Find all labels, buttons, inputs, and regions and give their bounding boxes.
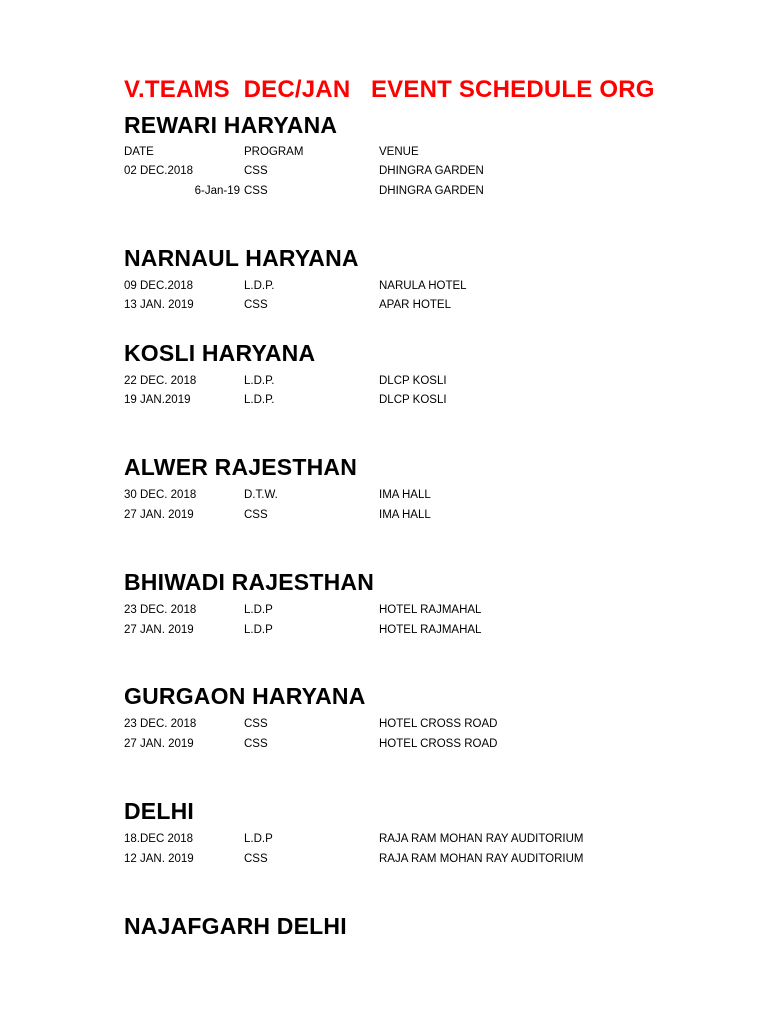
section-heading-rewari: REWARI HARYANA <box>124 112 338 138</box>
row-venue: HOTEL CROSS ROAD <box>379 738 498 750</box>
row-program: CSS <box>244 299 268 311</box>
column-header-program: PROGRAM <box>244 146 304 158</box>
row-date: 6-Jan-19 <box>194 185 240 197</box>
row-venue: DHINGRA GARDEN <box>379 165 484 177</box>
row-program: L.D.P. <box>244 394 275 406</box>
row-venue: RAJA RAM MOHAN RAY AUDITORIUM <box>379 853 584 865</box>
section-heading-kosli: KOSLI HARYANA <box>124 340 316 366</box>
row-venue: DLCP KOSLI <box>379 394 447 406</box>
row-program: L.D.P <box>244 624 273 636</box>
section-heading-bhiwadi: BHIWADI RAJESTHAN <box>124 569 375 595</box>
row-program: L.D.P. <box>244 280 275 292</box>
row-date: 18.DEC 2018 <box>124 833 194 845</box>
row-date: 30 DEC. 2018 <box>124 489 197 501</box>
row-program: CSS <box>244 165 268 177</box>
column-header-date: DATE <box>124 146 154 158</box>
row-venue: HOTEL CROSS ROAD <box>379 718 498 730</box>
section-heading-najafgarh: NAJAFGARH DELHI <box>124 913 347 939</box>
row-date: 27 JAN. 2019 <box>124 624 194 636</box>
column-header-venue: VENUE <box>379 146 419 158</box>
row-venue: HOTEL RAJMAHAL <box>379 624 482 636</box>
row-date: 19 JAN.2019 <box>124 394 191 406</box>
row-date: 13 JAN. 2019 <box>124 299 194 311</box>
row-date: 09 DEC.2018 <box>124 280 194 292</box>
row-date: 23 DEC. 2018 <box>124 718 197 730</box>
row-date: 12 JAN. 2019 <box>124 853 194 865</box>
row-date: 22 DEC. 2018 <box>124 375 197 387</box>
row-date: 27 JAN. 2019 <box>124 738 194 750</box>
row-program: L.D.P <box>244 833 273 845</box>
row-venue: APAR HOTEL <box>379 299 451 311</box>
section-heading-narnaul: NARNAUL HARYANA <box>124 245 359 271</box>
row-program: CSS <box>244 738 268 750</box>
section-heading-gurgaon: GURGAON HARYANA <box>124 683 366 709</box>
row-program: D.T.W. <box>244 489 278 501</box>
row-program: L.D.P <box>244 604 273 616</box>
row-venue: NARULA HOTEL <box>379 280 467 292</box>
row-program: CSS <box>244 185 268 197</box>
row-program: CSS <box>244 853 268 865</box>
row-date: 02 DEC.2018 <box>124 165 194 177</box>
row-venue: IMA HALL <box>379 489 431 501</box>
document-title: V.TEAMS DEC/JAN EVENT SCHEDULE ORG <box>124 76 655 103</box>
section-heading-alwer: ALWER RAJESTHAN <box>124 454 358 480</box>
row-venue: DHINGRA GARDEN <box>379 185 484 197</box>
section-heading-delhi: DELHI <box>124 798 194 824</box>
row-program: L.D.P. <box>244 375 275 387</box>
row-venue: HOTEL RAJMAHAL <box>379 604 482 616</box>
row-program: CSS <box>244 718 268 730</box>
row-date: 23 DEC. 2018 <box>124 604 197 616</box>
row-venue: DLCP KOSLI <box>379 375 447 387</box>
row-program: CSS <box>244 509 268 521</box>
row-date: 27 JAN. 2019 <box>124 509 194 521</box>
row-venue: IMA HALL <box>379 509 431 521</box>
row-venue: RAJA RAM MOHAN RAY AUDITORIUM <box>379 833 584 845</box>
